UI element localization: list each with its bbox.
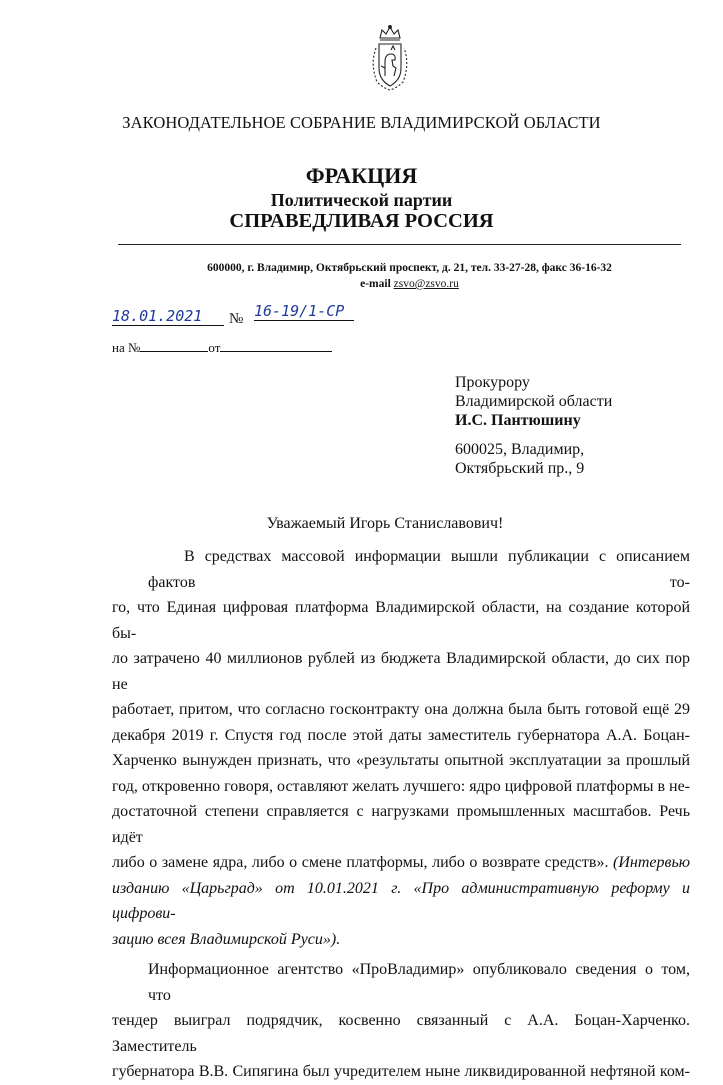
body-line-italic-last: зацию всея Владимирской Руси»). [112, 930, 341, 948]
email-link[interactable]: zsvo@zsvo.ru [393, 278, 459, 290]
contact-address: 600000, г. Владимир, Октябрьский проспект, д. 21, тел. 33-27-28, факс 36-16-32 [207, 262, 612, 274]
reference-number-blank [140, 339, 208, 352]
body-line: Информационное агентство «ПроВладимир» опубликовало сведения о том, что [148, 961, 690, 1004]
reference-from-label: от [208, 340, 221, 355]
recipient-title: Прокурору [455, 374, 530, 391]
paragraph-1 [112, 544, 690, 952]
body-line: тендер выиграл подрядчик, косвенно связанный с А.А. Боцан-Харченко. Заместитель [112, 1012, 690, 1055]
body-line: В средствах массовой информации вышли публикации с описанием фактов то- [148, 548, 690, 591]
recipient-address [455, 440, 584, 478]
party-subheading: Политической партии [270, 190, 453, 210]
body-line: достаточной степени справляется с нагрузками промышленных масштабов. Речь идёт [112, 803, 690, 846]
body-text-regular: либо о замене ядра, либо о смене платформы, либо о возврате средств». [112, 854, 614, 871]
outgoing-date [112, 307, 224, 326]
recipient-address-line1: 600025, Владимир, [455, 441, 585, 458]
outgoing-number [254, 302, 354, 321]
email-label: e-mail [360, 278, 394, 290]
body-line: год, откровенно говоря, оставляют желать лучшего: ядро цифровой платформы в не- [112, 777, 691, 795]
body-line: Харченко вынужден признать, что «результаты опытной эксплуатации за прошлый [112, 752, 690, 769]
body-line: ло затрачено 40 миллионов рублей из бюджета Владимирской области, до сих пор не [112, 650, 690, 693]
recipient-region: Владимирской области [455, 393, 613, 410]
body-line: декабря 2019 г. Спустя год после этой даты заместитель губернатора А.А. Боцан- [112, 726, 690, 744]
salutation: Уважаемый Игорь Станиславович! [266, 515, 504, 532]
paragraph-2 [112, 957, 690, 1085]
outgoing-number-label: № [229, 311, 244, 327]
outgoing-date-value: 18.01.2021 [112, 307, 224, 326]
body-line-mixed [112, 850, 690, 876]
body-line: губернатора В.В. Сипягина был учредителем ныне ликвидированной нефтяной ком- [112, 1063, 690, 1080]
header-divider [118, 244, 681, 245]
body-line: работает, притом, что согласно госконтракту она должна была быть готовой ещё 29 [112, 701, 690, 718]
body-line-italic: изданию «Царьград» от 10.01.2021 г. «Про административную реформу и цифрови- [112, 879, 690, 922]
letter-body [112, 544, 690, 1085]
organization-name: ЗАКОНОДАТЕЛЬНОЕ СОБРАНИЕ ВЛАДИМИРСКОЙ ОБЛАСТИ [122, 113, 601, 132]
outgoing-number-value: 16-19/1-СР [254, 302, 354, 321]
contact-email-line [182, 278, 637, 290]
reference-line [112, 339, 332, 356]
recipient-name: И.С. Пантюшину [455, 412, 581, 429]
body-line: го, что Единая цифровая платформа Владимирской области, на создание которой бы- [112, 599, 690, 642]
faction-heading: ФРАКЦИЯ [305, 163, 418, 188]
body-text-italic: (Интервью [613, 854, 690, 871]
coat-of-arms-icon [367, 24, 413, 92]
party-name: СПРАВЕДЛИВАЯ РОССИЯ [229, 210, 494, 232]
recipient-address-line2: Октябрьский пр., 9 [455, 460, 585, 477]
reference-number-label: на № [112, 340, 141, 355]
reference-date-blank [220, 339, 332, 352]
recipient-block [455, 373, 612, 430]
